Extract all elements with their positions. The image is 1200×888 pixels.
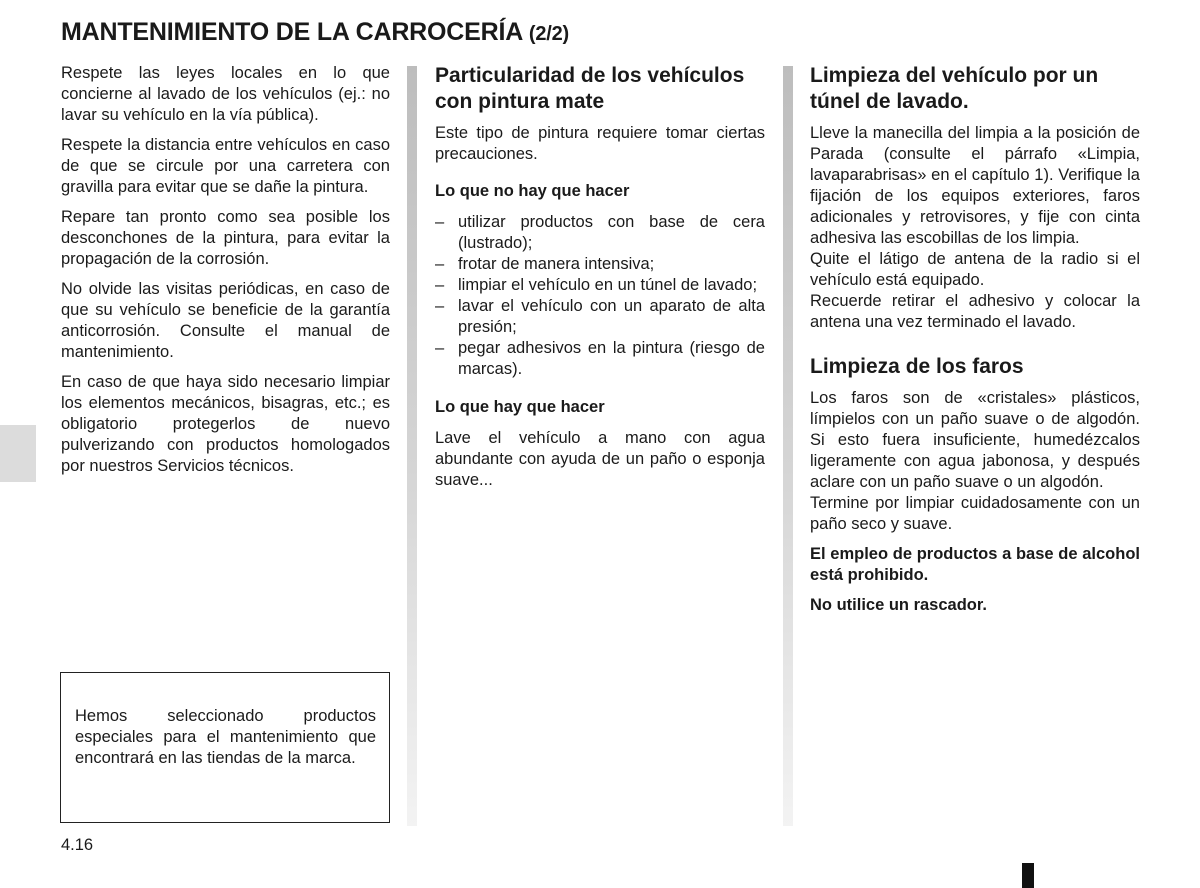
list-item-text: limpiar el vehículo en un túnel de lavado; <box>458 276 758 294</box>
chapter-tab <box>0 425 36 482</box>
do-text: Lave el vehículo a mano con agua abundante con ayuda de un paño o esponja suave... <box>435 429 765 489</box>
thumb-index-mark <box>1022 863 1034 888</box>
list-item <box>435 212 765 254</box>
list-item-text: lavar el vehículo con un aparato de alta presión; <box>458 297 765 336</box>
paragraph: Respete la distancia entre vehículos en caso de que se circule por una carretera con gravilla para evitar que se dañe la pintura. <box>61 136 390 196</box>
section-heading-headlights: Limpieza de los faros <box>810 355 1024 378</box>
list-item <box>435 275 765 296</box>
column-matte-paint <box>435 63 765 500</box>
column-divider <box>407 66 417 826</box>
section-heading-matte-paint: Particularidad de los vehículos con pintura mate <box>435 64 745 113</box>
list-item <box>435 296 765 338</box>
paragraph: Respete las leyes locales en lo que concierne al lavado de los vehículos (ej.: no lavar su vehículo en la vía pública). <box>61 64 390 124</box>
page-title-suffix: (2/2) <box>528 23 570 45</box>
page-number: 4.16 <box>61 836 94 854</box>
paragraph: En caso de que haya sido necesario limpiar los elementos mecánicos, bisagras, etc.; es obligatorio protegerlos de nuevo pulverizando con productos homologados por nuestros Servicios técnicos. <box>61 373 390 475</box>
dash-bullet: – <box>435 213 445 231</box>
paragraph: Lleve la manecilla del limpia a la posición de Parada (consulte el párrafo «Limpia, lavaparabrisas» en el capítulo 1). Verifique la fijación de los equipos exteriores, faros adicionales y retrovisores, y fije con cinta adhesiva las escobillas de los limpia. <box>810 124 1140 247</box>
list-item-text: frotar de manera intensiva; <box>458 255 655 273</box>
warning-alcohol: El empleo de productos a base de alcohol está prohibido. <box>810 545 1140 584</box>
paragraph: Recuerde retirar el adhesivo y colocar la antena una vez terminado el lavado. <box>810 292 1140 331</box>
dash-bullet: – <box>435 255 445 273</box>
column-general-advice <box>61 63 390 486</box>
note-box <box>60 672 390 823</box>
paragraph: Repare tan pronto como sea posible los desconchones de la pintura, para evitar la propagación de la corrosión. <box>61 208 390 268</box>
page-title <box>61 18 569 47</box>
dont-list <box>435 212 765 380</box>
dash-bullet: – <box>435 297 445 315</box>
subheading-dont: Lo que no hay que hacer <box>435 182 630 200</box>
list-item-text: pegar adhesivos en la pintura (riesgo de marcas). <box>458 339 765 378</box>
page-title-text: MANTENIMIENTO DE LA CARROCERÍA <box>61 18 523 46</box>
subheading-do: Lo que hay que hacer <box>435 398 605 416</box>
dash-bullet: – <box>435 339 445 357</box>
section-heading-tunnel-wash: Limpieza del vehículo por un túnel de lavado. <box>810 64 1099 113</box>
list-item-text: utilizar productos con base de cera (lustrado); <box>458 213 765 252</box>
paragraph: No olvide las visitas periódicas, en caso de que su vehículo se beneficie de la garantía anticorrosión. Consulte el manual de mantenimiento. <box>61 280 390 361</box>
warning-scraper: No utilice un rascador. <box>810 596 987 614</box>
list-item <box>435 338 765 380</box>
paragraph: Los faros son de «cristales» plásticos, límpielos con un paño suave o de algodón. Si esto fuera insuficiente, humedézcalos ligeramente con agua jabonosa, y después aclare con un paño suave o un algodón. <box>810 389 1140 491</box>
dash-bullet: – <box>435 276 445 294</box>
note-text: Hemos seleccionado productos especiales para el mantenimiento que encontrará en las tiendas de la marca. <box>75 707 376 767</box>
paragraph: Termine por limpiar cuidadosamente con un paño seco y suave. <box>810 494 1140 533</box>
intro-text: Este tipo de pintura requiere tomar ciertas precauciones. <box>435 124 765 163</box>
list-item <box>435 254 765 275</box>
paragraph: Quite el látigo de antena de la radio si el vehículo está equipado. <box>810 250 1140 289</box>
column-cleaning <box>810 63 1140 625</box>
column-divider <box>783 66 793 826</box>
